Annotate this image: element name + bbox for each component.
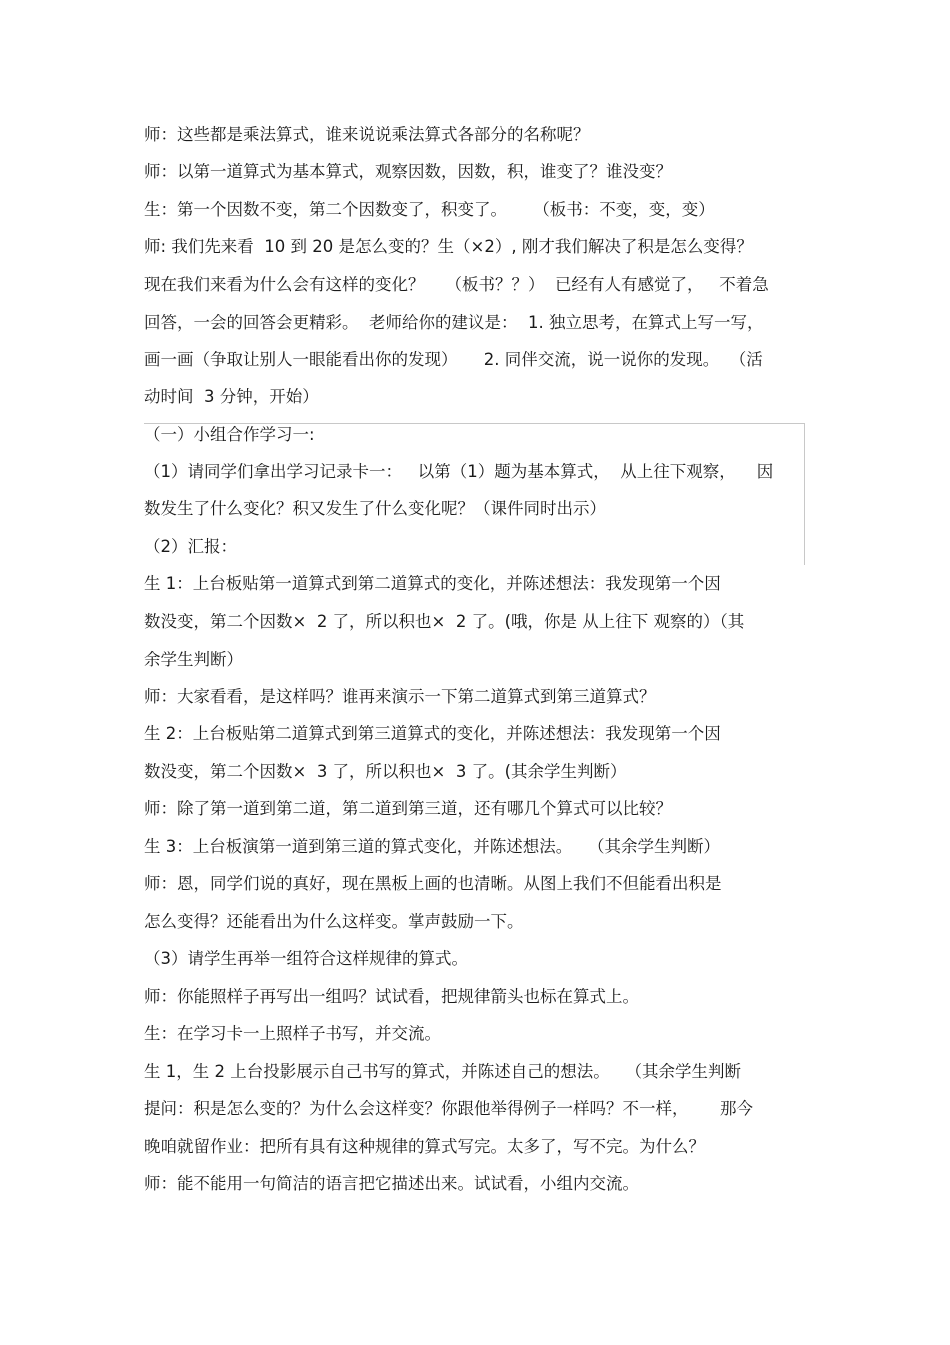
text-line: 生 3：上台板演第一道到第三道的算式变化，并陈述想法。 （其余学生判断） [144,837,720,856]
text-line: 生：第一个因数不变，第二个因数变了，积变了。 （板书：不变，变，变） [144,200,715,219]
text-line: （2）汇报： [144,537,237,556]
text-line: 提问：积是怎么变的？为什么会这样变？你跟他举得例子一样吗？不一样， 那今 [144,1099,753,1118]
text-line: 数没变，第二个因数× 3 了，所以积也× 3 了。(其余学生判断） [144,762,627,781]
text-line: 师：恩，同学们说的真好，现在黑板上画的也清晰。从图上我们不但能看出积是 [144,874,722,893]
text-line: （1）请同学们拿出学习记录卡一： 以第（1）题为基本算式， 从上往下观察， 因 [144,462,774,481]
text-line: 数发生了什么变化？积又发生了什么变化呢？（课件同时出示） [144,499,606,518]
text-line: 师：大家看看，是这样吗？谁再来演示一下第二道算式到第三道算式？ [144,687,656,706]
text-line: 生 1：上台板贴第一道算式到第二道算式的变化，并陈述想法：我发现第一个因 [144,574,721,593]
text-line: 晚咱就留作业：把所有具有这种规律的算式写完。太多了，写不完。为什么？ [144,1137,705,1156]
text-line: 师：这些都是乘法算式，谁来说说乘法算式各部分的名称呢？ [144,125,590,144]
text-line: （3）请学生再举一组符合这样规律的算式。 [144,949,468,968]
text-line: 回答，一会的回答会更精彩。 老师给你的建议是： 1. 独立思考，在算式上写一写， [144,313,764,332]
section-heading: （一）小组合作学习一: [144,425,315,444]
text-line: 生 2：上台板贴第二道算式到第三道算式的变化，并陈述想法：我发现第一个因 [144,724,721,743]
text-line: 数没变，第二个因数× 2 了，所以积也× 2 了。(哦，你是 从上往下 观察的）（其 [144,612,745,631]
text-line: 师: 我们先来看 10 到 20 是怎么变的？生（×2）, 刚才我们解决了积是怎么变得？ [144,237,753,256]
text-line: 动时间 3 分钟，开始） [144,387,319,406]
text-line: 师：以第一道算式为基本算式，观察因数，因数，积，谁变了？谁没变？ [144,162,672,181]
text-line: 师：除了第一道到第二道，第二道到第三道，还有哪几个算式可以比较？ [144,799,672,818]
text-line: 师：你能照样子再写出一组吗？试试看，把规律箭头也标在算式上。 [144,987,639,1006]
text-line: 现在我们来看为什么会有这样的变化？ （板书？？） 已经有人有感觉了， 不着急 [144,275,769,294]
text-line: 生：在学习卡一上照样子书写，并交流。 [144,1024,441,1043]
text-line: 生 1，生 2 上台投影展示自己书写的算式，并陈述自己的想法。 （其余学生判断 [144,1062,741,1081]
text-line: 余学生判断） [144,650,243,669]
text-line: 师：能不能用一句简洁的语言把它描述出来。试试看，小组内交流。 [144,1174,639,1193]
text-line: 怎么变得？还能看出为什么这样变。掌声鼓励一下。 [144,912,524,931]
text-line: 画一画（争取让别人一眼能看出你的发现） 2. 同伴交流，说一说你的发现。 （活 [144,350,763,369]
